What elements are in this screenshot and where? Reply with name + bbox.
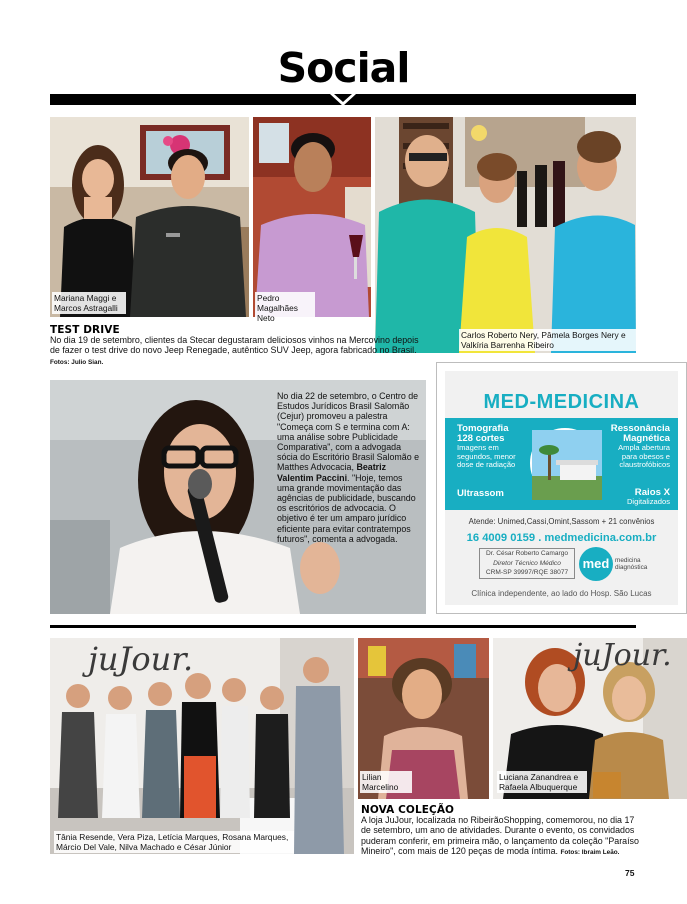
section-title: Social bbox=[277, 44, 410, 92]
ad-logo-text: medicina diagnóstica bbox=[615, 557, 648, 572]
nova-colecao-body: A loja JuJour, localizada no RibeirãoShopping, comemorou, no dia 17 de setembro, um ano de atividades. Durante o evento, os convidados puderam conferir, em primeira mão, o lançamento da coleção "Paraíso Mineiro", com mais de 120 peças de moda íntima. Fotos: Ibraim Leão. bbox=[361, 815, 639, 857]
ad-agreements: Atende: Unimed,Cassi,Omint,Sassom + 21 convênios bbox=[468, 517, 655, 526]
caption: Lilian Marcelino bbox=[360, 771, 412, 793]
caption: Luciana Zanandrea e Rafaela Albuquerque bbox=[497, 771, 587, 793]
test-drive-heading: TEST DRIVE bbox=[50, 324, 120, 336]
photo-jujour-group bbox=[50, 638, 354, 854]
ad-ressonancia: Ressonância Magnética Ampla abertura para obesos e claustrofóbicos bbox=[610, 423, 670, 470]
caption: Mariana Maggi e Marcos Astragalli bbox=[52, 292, 126, 314]
header-bar-notch bbox=[330, 94, 356, 108]
ad-doctor-box: Dr. César Roberto Camargo Diretor Técnico Médico CRM-SP 39997/RQE 38077 bbox=[479, 548, 575, 579]
ad-location: Clínica independente, ao lado do Hosp. São Lucas bbox=[471, 589, 652, 598]
store-sign: juJour. bbox=[573, 638, 672, 673]
nova-colecao-heading: NOVA COLEÇÃO bbox=[361, 804, 455, 816]
section-divider bbox=[50, 625, 636, 628]
caption: Tânia Resende, Vera Piza, Letícia Marques, Rosana Marques, Márcio Del Vale, Nilva Machado e César Júnior bbox=[54, 831, 294, 853]
ad-raios-x: Raios X Digitalizados bbox=[626, 487, 670, 506]
ad-ultrassom: Ultrassom bbox=[457, 488, 504, 499]
page-number: 75 bbox=[625, 868, 635, 878]
photo-credit: Fotos: Julio Sian. bbox=[50, 358, 104, 366]
ad-building-photo bbox=[530, 428, 600, 498]
ad-med-logo: med bbox=[579, 547, 613, 581]
store-sign: juJour. bbox=[88, 640, 194, 678]
photo-credit: Fotos: Ibraim Leão. bbox=[560, 849, 620, 857]
photo-mariana-marcos bbox=[50, 117, 249, 317]
caption: Carlos Roberto Nery, Pâmela Borges Nery e Valkíria Barrenha Ribeiro bbox=[459, 329, 637, 351]
speaker-name: Beatriz Valentim Paccini bbox=[277, 462, 387, 483]
caption: Pedro Magalhães Neto bbox=[255, 292, 315, 324]
test-drive-body: No dia 19 de setembro, clientes da Stecar degustaram deliciosos vinhos na Mercovino depois de fazer o test drive do novo Jeep Renegade, autêntico SUV Jeep, agora fabricado no Brasil. Fotos: Julio Sian. bbox=[50, 335, 419, 366]
ad-tomografia: Tomografia 128 cortes Imagens em segundos, menor dose de radiação bbox=[457, 423, 516, 470]
med-medicina-ad[interactable] bbox=[436, 362, 687, 614]
ad-brand: MED-MEDICINA bbox=[483, 391, 640, 413]
ad-phone-link[interactable]: 16 4009 0159 . medmedicina.com.br bbox=[466, 532, 657, 544]
cejur-body: No dia 22 de setembro, o Centro de Estudos Jurídicos Brasil Salomão (Cejur) promoveu a palestra "Começa com S e termina com A: uma análise sobre Publicidade Comparativa", com a advogada sócia do Escritório Brasil Salomão e Matthes Advocacia, Beatriz Valentim Paccini. "Hoje, temos uma grande movimentação das agências de publicidade, buscando os escritórios de advocacia. O objetivo é ter um amparo jurídico eficiente para evitar contratempos futuros", comenta a advogada. bbox=[277, 391, 420, 544]
photo-lilian bbox=[358, 638, 489, 799]
photo-pedro bbox=[253, 117, 371, 323]
photo-luciana-rafaela bbox=[493, 638, 687, 799]
ad-services-panel bbox=[445, 418, 678, 510]
photo-carlos-pamela-valkiria bbox=[375, 117, 636, 353]
